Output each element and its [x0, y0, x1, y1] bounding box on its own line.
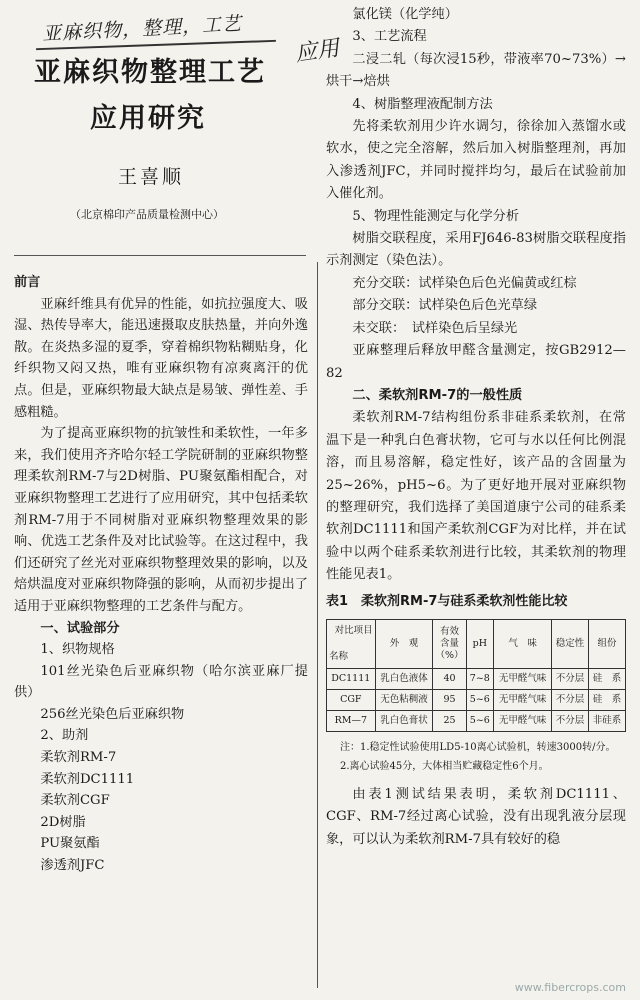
section-heading-preface: 前言 [14, 275, 41, 290]
table-cell: 硅 系 [588, 668, 625, 689]
table-cell: 硅 系 [588, 689, 625, 710]
list-item: 256丝光染色后亚麻织物 [40, 706, 185, 722]
table-cell: 95 [433, 689, 466, 710]
table-cell: 无色粘稠液 [375, 689, 433, 710]
col-header: 组份 [588, 619, 625, 668]
list-item: 2D树脂 [40, 814, 86, 830]
paragraph: 为了提高亚麻织物的抗皱性和柔软性，一年多来，我们使用齐齐哈尔轻工学院研制的亚麻织物整理柔软剂RM-7与2D树脂、PU聚氨酯相配合，对亚麻织物整理工艺进行了应用研究，其中包括柔软剂RM-7用于不同树脂对亚麻织物整理效果的影响、优选工艺条件及对比试验等。在这过程中，我们还研究了丝光对亚麻织物整理效果的影响，以及焙烘温度对亚麻织物降强的影响，从而初步提出了适用于亚麻织物整理的工艺条件与配方。 [14, 426, 308, 614]
list-item: 柔软剂DC1111 [40, 771, 135, 787]
paragraph: 亚麻纤维具有优异的性能，如抗拉强度大、吸湿、热传导率大，能迅速摄取皮肤热量，并向外逸散。在炎热多湿的夏季，穿着棉织物粘糊贴身，化纤织物又闷又热，唯有亚麻织物有凉爽离汗的优点。但是，亚麻织物最大缺点是易皱、弹性差、手感粗糙。 [14, 296, 308, 420]
author-affiliation: （北京棉印产品质量检测中心） [70, 208, 224, 221]
list-item: PU聚氨酯 [40, 836, 100, 852]
list-item: 充分交联：试样染色后色光偏黄或红棕 [352, 275, 577, 291]
table-cell: CGF [327, 689, 376, 710]
table-caption: 表1 柔软剂RM-7与硅系柔软剂性能比较 [326, 593, 568, 609]
list-item: 柔软剂CGF [40, 793, 110, 809]
table-cell: 乳白色膏状 [375, 710, 433, 731]
paragraph: 柔软剂RM-7结构组份系非硅系柔软剂，在常温下是一种乳白色膏状物，它可与水以任何比例混溶，而且易溶解，稳定性好，该产品的含固量为25~26%，pH5~6。为了更好地开展对亚麻织物的整理研究，我们选择了美国道康宁公司的硅系柔软剂DC1111和国产柔软剂CGF为对比样，并在试验中以两个硅系柔软剂进行比较，其柔软剂的物理性能见表1。 [326, 410, 626, 583]
table-cell: 40 [433, 668, 466, 689]
table-cell: 非硅系 [588, 710, 625, 731]
col-header: 有效含量（%） [433, 619, 466, 668]
paragraph: 先将柔软剂用少许水调匀，徐徐加入蒸馏水或软水，使之完全溶解，然后加入树脂整理剂，再加入渗透剂JFC，并同时搅拌均匀，最后在试验前加入催化剂。 [326, 119, 626, 202]
table-cell: 不分层 [552, 668, 589, 689]
table-cell: 7~8 [466, 668, 494, 689]
handwritten-note: 应用 [293, 36, 341, 67]
corner-label-top: 对比项目 [334, 624, 373, 636]
col-header: 气 味 [494, 619, 552, 668]
table-row [327, 689, 626, 710]
list-item: 4、树脂整理液配制方法 [352, 96, 493, 112]
table-cell: RM—7 [327, 710, 376, 731]
table-header-row [327, 619, 626, 668]
table-row [327, 668, 626, 689]
article-title-line2: 应用研究 [90, 103, 206, 134]
col-header: 外 观 [375, 619, 433, 668]
col-header: 稳定性 [552, 619, 589, 668]
list-item: 5、物理性能测定与化学分析 [352, 208, 520, 224]
table-cell: 乳白色液体 [375, 668, 433, 689]
article-title-line1: 亚麻织物整理工艺 [34, 57, 266, 88]
list-item: 101丝光染色后亚麻织物（哈尔滨亚麻厂提供） [14, 663, 308, 701]
properties-table [326, 619, 626, 732]
header-divider [14, 255, 306, 256]
table-cell: 5~6 [466, 689, 494, 710]
table-cell: 无甲醛气味 [494, 689, 552, 710]
right-column [326, 4, 626, 851]
table-note: 2.离心试验45分，大体相当贮藏稳定性6个月。 [340, 760, 549, 772]
list-item: 部分交联：试样染色后色光草绿 [352, 298, 538, 314]
list-item: 3、工艺流程 [352, 29, 427, 45]
list-item: 氯化镁（化学纯） [352, 7, 458, 22]
list-item: 渗透剂JFC [40, 858, 105, 874]
table-cell: 5~6 [466, 710, 494, 731]
table-note: 注：1.稳定性试验使用LD5-10离心试验机，转速3000转/分。 [340, 741, 616, 753]
table-corner-cell [327, 619, 376, 668]
list-item: 亚麻整理后释放甲醛含量测定，按GB2912—82 [326, 343, 626, 381]
table-notes [326, 740, 626, 774]
list-item: 柔软剂RM-7 [40, 750, 117, 766]
section-heading-properties: 二、柔软剂RM-7的一般性质 [352, 387, 523, 403]
paragraph: 由表1测试结果表明，柔软剂DC1111、CGF、RM-7经过离心试验，没有出现乳液分层现象，可以认为柔软剂RM-7具有较好的稳 [326, 786, 626, 847]
table-cell: 无甲醛气味 [494, 710, 552, 731]
section-heading-experiment: 一、试验部分 [40, 620, 120, 636]
table-cell: 25 [433, 710, 466, 731]
column-divider [317, 262, 318, 988]
table-cell: 无甲醛气味 [494, 668, 552, 689]
article-author: 王喜顺 [118, 166, 185, 188]
table-cell: 不分层 [552, 689, 589, 710]
left-column [14, 272, 308, 877]
list-item: 未交联： 试样染色后呈绿光 [352, 320, 518, 336]
corner-label-bottom: 名称 [329, 650, 349, 662]
handwritten-keywords: 亚麻织物，整理，工艺 [41, 12, 243, 46]
list-item: 1、织物规格 [40, 642, 115, 658]
col-header: pH [466, 619, 494, 668]
table-row [327, 710, 626, 731]
list-item: 2、助剂 [40, 728, 89, 744]
site-watermark: www.fibercrops.com [514, 981, 626, 994]
table-cell: 不分层 [552, 710, 589, 731]
table-cell: DC1111 [327, 668, 376, 689]
list-item: 二浸二轧（每次浸15秒，带液率70~73%）→烘干→焙烘 [326, 51, 626, 90]
paragraph: 树脂交联程度，采用FJ646-83树脂交联程度指示剂测定（染色法）。 [326, 231, 626, 269]
